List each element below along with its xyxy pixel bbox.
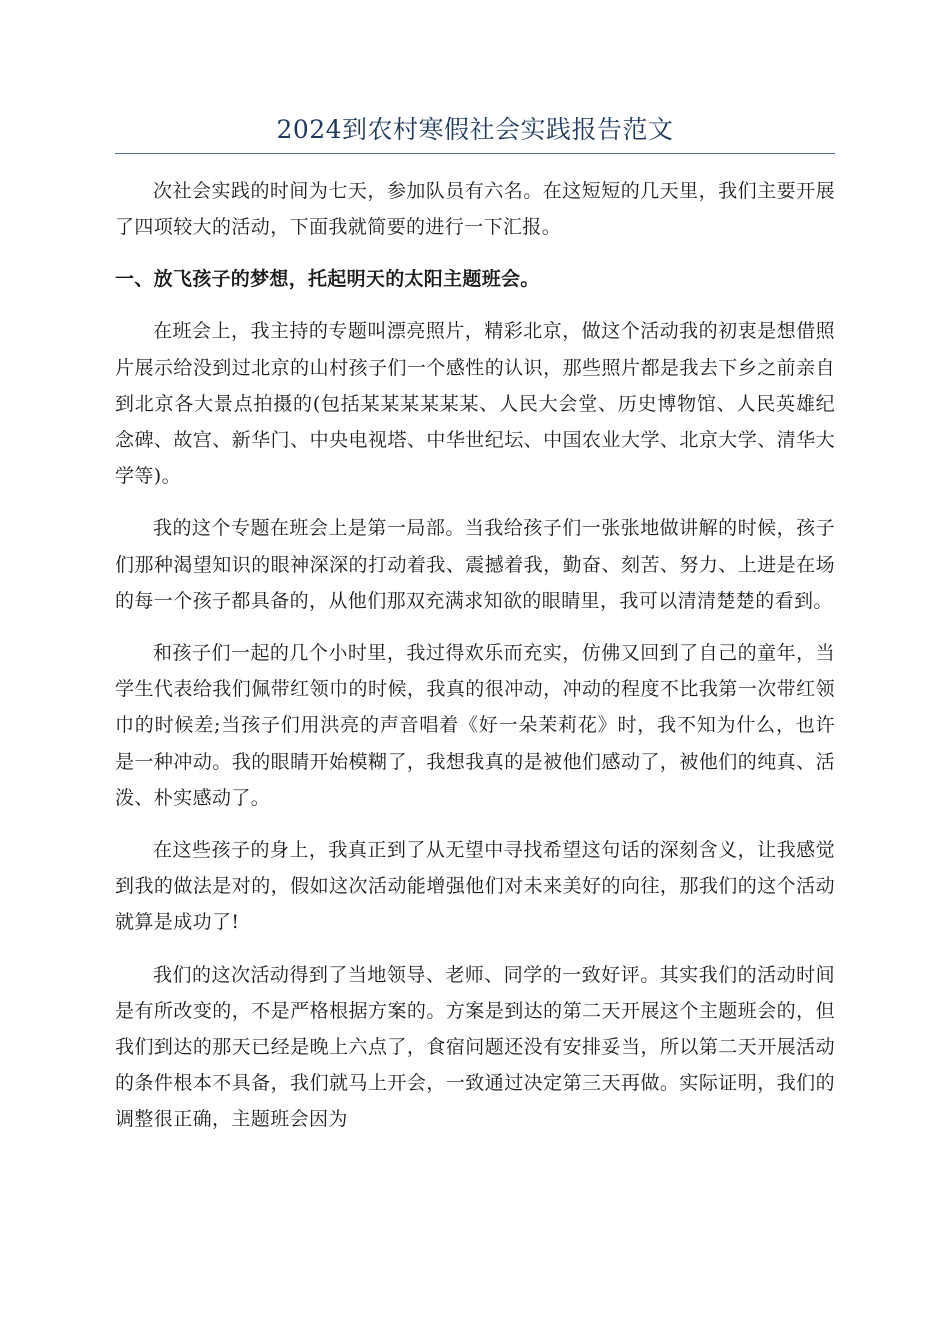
- document-body: [115, 173, 835, 1154]
- paragraph-hope: 在这些孩子的身上，我真正到了从无望中寻找希望这句话的深刻含义，让我感觉到我的做法是对的，假如这次活动能增强他们对未来美好的向往，那我们的这个活动就算是成功了!: [115, 839, 835, 934]
- section-heading-1: 一、放飞孩子的梦想，托起明天的太阳主题班会。: [115, 268, 540, 291]
- document-title: 2024到农村寒假社会实践报告范文: [276, 115, 674, 144]
- paragraph-childhood: 和孩子们一起的几个小时里，我过得欢乐而充实，仿佛又回到了自己的童年，当学生代表给我们佩带红领巾的时候，我真的很冲动，冲动的程度不比我第一次带红领巾的时候差;当孩子们用洪亮的声音唱着《好一朵茉莉花》时，我不知为什么，也许是一种冲动。我的眼睛开始模糊了，我想我真的是被他们感动了，被他们的纯真、活泼、朴实感动了。: [115, 642, 835, 809]
- paragraph-intro: 次社会实践的时间为七天，参加队员有六名。在这短短的几天里，我们主要开展了四项较大的活动，下面我就简要的进行一下汇报。: [115, 180, 835, 239]
- paragraph-first-part: 我的这个专题在班会上是第一局部。当我给孩子们一张张地做讲解的时候，孩子们那种渴望知识的眼神深深的打动着我、震撼着我，勤奋、刻苦、努力、上进是在场的每一个孩子都具备的，从他们那双充满求知欲的眼睛里，我可以清清楚楚的看到。: [115, 517, 835, 612]
- title-underline: [115, 153, 835, 154]
- paragraph-evaluation: 我们的这次活动得到了当地领导、老师、同学的一致好评。其实我们的活动时间是有所改变的，不是严格根据方案的。方案是到达的第二天开展这个主题班会的，但我们到达的那天已经是晚上六点了，食宿问题还没有安排妥当，所以第二天开展活动的条件根本不具备，我们就马上开会，一致通过决定第三天再做。实际证明，我们的调整很正确，主题班会因为: [115, 963, 835, 1131]
- paragraph-class-meeting: 在班会上，我主持的专题叫漂亮照片，精彩北京，做这个活动我的初衷是想借照片展示给没到过北京的山村孩子们一个感性的认识，那些照片都是我去下乡之前亲自到北京各大景点拍摄的(包括某某某某某某、人民大会堂、历史博物馆、人民英雄纪念碑、故宫、新华门、中央电视塔、中华世纪坛、中国农业大学、北京大学、清华大学等)。: [115, 320, 835, 488]
